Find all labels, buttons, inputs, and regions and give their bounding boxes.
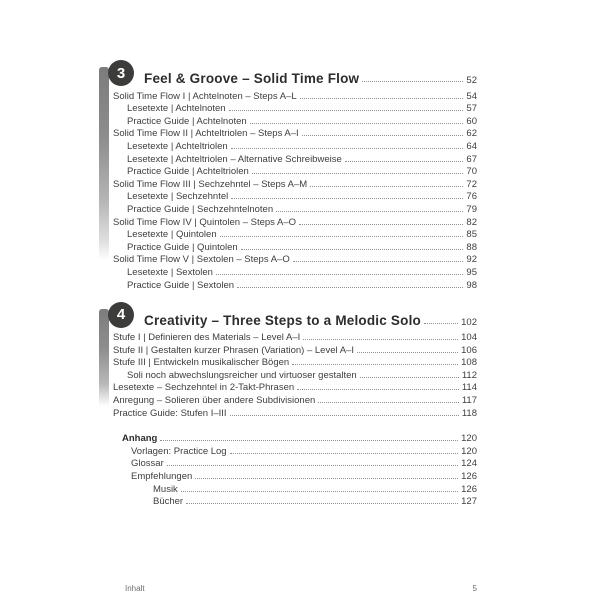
- toc-entry-label: Stufe I | Definieren des Materials – Level A–I: [113, 332, 301, 344]
- toc-entry: [113, 139, 477, 152]
- toc-entry-page-number: 76: [466, 191, 477, 203]
- dotted-leader: [345, 161, 464, 162]
- dotted-leader: [362, 81, 463, 82]
- toc-entry-label: Stufe III | Entwickeln musikalischer Bögen: [113, 357, 290, 369]
- toc-entry-page-number: 118: [461, 407, 477, 419]
- toc-entry-page-number: 85: [466, 229, 477, 241]
- dotted-leader: [220, 236, 464, 237]
- toc-entry-label: Practice Guide | Achteltriolen: [127, 166, 249, 178]
- toc-entry-label: Lesetexte | Quintolen: [127, 229, 217, 241]
- dotted-leader: [237, 287, 463, 288]
- toc-entry: [113, 152, 477, 165]
- toc-entry-label: Practice Guide: Stufen I–III: [113, 407, 227, 419]
- footer-section-label: Inhalt: [125, 584, 145, 593]
- toc-entry-page-number: 114: [461, 382, 477, 394]
- page-footer: [125, 584, 477, 593]
- dotted-leader: [230, 453, 459, 454]
- toc-entry: [113, 202, 477, 215]
- toc-entry-page-number: 95: [466, 266, 477, 278]
- dotted-leader: [252, 173, 464, 174]
- section-entries: [113, 331, 477, 419]
- section-feel-and-groove: [113, 62, 477, 291]
- dotted-leader: [216, 274, 464, 275]
- dotted-leader: [241, 249, 464, 250]
- table-of-contents: [113, 62, 477, 507]
- appendix-entries: [113, 444, 477, 507]
- toc-entry-label: Vorlagen: Practice Log: [131, 445, 227, 457]
- dotted-leader: [297, 389, 459, 390]
- dotted-leader: [303, 339, 458, 340]
- dotted-leader: [230, 415, 459, 416]
- toc-entry-page-number: 104: [461, 332, 477, 344]
- toc-entry-page-number: 82: [466, 216, 477, 228]
- toc-entry-page-number: 70: [466, 166, 477, 178]
- toc-entry: [113, 190, 477, 203]
- toc-entry-label: Glossar: [131, 458, 164, 470]
- toc-entry-label: Practice Guide | Sechzehntelnoten: [127, 203, 274, 215]
- toc-entry-label: Solid Time Flow V | Sextolen – Steps A–O: [113, 254, 290, 266]
- section-title: Creativity – Three Steps to a Melodic Solo: [144, 312, 421, 328]
- dotted-leader: [231, 198, 463, 199]
- toc-entry: [113, 228, 477, 241]
- toc-entry-page-number: 112: [461, 369, 477, 381]
- toc-entry-label: Bücher: [153, 496, 184, 508]
- toc-entry-page-number: 106: [461, 344, 477, 356]
- toc-entry: [113, 102, 477, 115]
- toc-entry-page-number: 108: [461, 357, 477, 369]
- toc-entry-page-number: 117: [461, 395, 477, 407]
- toc-entry: [113, 215, 477, 228]
- toc-entry: [113, 356, 477, 369]
- dotted-leader: [229, 110, 464, 111]
- toc-entry: [113, 406, 477, 419]
- toc-entry-label: Solid Time Flow III | Sechzehntel – Steps A–M: [113, 178, 308, 190]
- dotted-leader: [250, 123, 464, 124]
- toc-entry-label: Practice Guide | Sextolen: [127, 279, 235, 291]
- toc-entry-label: Soli noch abwechslungsreicher und virtuoser gestalten: [127, 369, 357, 381]
- section-page-number: 52: [466, 75, 477, 86]
- dotted-leader: [310, 186, 463, 187]
- toc-entry-label: Musik: [153, 483, 178, 495]
- toc-entry-page-number: 126: [461, 483, 477, 495]
- toc-entry-label: Lesetexte | Achteltriolen – Alternative Schreibweise: [127, 153, 342, 165]
- toc-entry-page-number: 72: [466, 178, 477, 190]
- dotted-leader: [231, 148, 464, 149]
- dotted-leader: [167, 465, 458, 466]
- toc-entry: [113, 278, 477, 291]
- section-header: [113, 62, 477, 86]
- dotted-leader: [195, 478, 458, 479]
- toc-entry-page-number: 67: [466, 153, 477, 165]
- section-number-badge: 3: [108, 60, 134, 86]
- toc-entry-page-number: 92: [466, 254, 477, 266]
- toc-entry-label: Practice Guide | Achtelnoten: [127, 115, 247, 127]
- toc-entry-page-number: 79: [466, 203, 477, 215]
- dotted-leader: [299, 224, 463, 225]
- section-page-number: 102: [461, 316, 477, 328]
- section-appendix: [113, 432, 477, 508]
- toc-entry-page-number: 57: [466, 103, 477, 115]
- toc-entry-label: Lesetexte – Sechzehntel in 2-Takt-Phrasen: [113, 382, 295, 394]
- dotted-leader: [360, 377, 459, 378]
- dotted-leader: [318, 402, 459, 403]
- toc-entry: [113, 253, 477, 266]
- toc-entry-page-number: 54: [466, 90, 477, 102]
- section-accent-bar: [99, 309, 109, 406]
- toc-entry-label: Lesetexte | Sextolen: [127, 266, 213, 278]
- toc-entry: [113, 457, 477, 470]
- toc-entry: [113, 331, 477, 344]
- dotted-leader: [302, 135, 464, 136]
- toc-entry-page-number: 120: [461, 445, 477, 457]
- appendix-title-row: [113, 432, 477, 445]
- toc-entry: [113, 482, 477, 495]
- toc-entry-page-number: 127: [461, 496, 477, 508]
- toc-entry-page-number: 60: [466, 115, 477, 127]
- dotted-leader: [181, 491, 458, 492]
- section-number-badge: 4: [108, 302, 134, 328]
- dotted-leader: [300, 98, 464, 99]
- section-header: [113, 304, 477, 328]
- toc-entry: [113, 165, 477, 178]
- toc-entry: [113, 265, 477, 278]
- dotted-leader: [276, 211, 463, 212]
- toc-entry-label: Empfehlungen: [131, 471, 193, 483]
- toc-entry-label: Lesetexte | Achtelnoten: [127, 103, 226, 115]
- section-accent-bar: [99, 67, 109, 260]
- toc-entry: [113, 343, 477, 356]
- toc-entry: [113, 381, 477, 394]
- toc-entry: [113, 444, 477, 457]
- toc-entry: [113, 89, 477, 102]
- footer-page-number: 5: [472, 584, 477, 593]
- toc-entry-label: Practice Guide | Quintolen: [127, 241, 238, 253]
- toc-entry-page-number: 98: [466, 279, 477, 291]
- dotted-leader: [293, 261, 464, 262]
- appendix-title: Anhang: [122, 433, 158, 445]
- toc-entry-label: Lesetexte | Achteltriolen: [127, 140, 228, 152]
- section-title: Feel & Groove – Solid Time Flow: [144, 71, 360, 86]
- dotted-leader: [424, 323, 458, 324]
- toc-entry: [113, 469, 477, 482]
- dotted-leader: [160, 440, 458, 441]
- toc-entry-page-number: 64: [466, 140, 477, 152]
- section-creativity: [113, 304, 477, 419]
- toc-entry: [113, 177, 477, 190]
- toc-entry-label: Solid Time Flow II | Achteltriolen – Steps A–I: [113, 128, 299, 140]
- toc-entry-page-number: 62: [466, 128, 477, 140]
- toc-entry: [113, 240, 477, 253]
- toc-entry-label: Anregung – Solieren über andere Subdivisionen: [113, 395, 316, 407]
- dotted-leader: [186, 503, 458, 504]
- toc-entry-label: Lesetexte | Sechzehntel: [127, 191, 229, 203]
- toc-entry-label: Solid Time Flow IV | Quintolen – Steps A–O: [113, 216, 297, 228]
- toc-entry: [113, 393, 477, 406]
- dotted-leader: [357, 352, 458, 353]
- toc-entry: [113, 368, 477, 381]
- toc-entry-page-number: 126: [461, 471, 477, 483]
- appendix-page-number: 120: [461, 433, 477, 445]
- toc-entry: [113, 127, 477, 140]
- dotted-leader: [292, 364, 458, 365]
- toc-entry: [113, 495, 477, 508]
- toc-entry-page-number: 124: [461, 458, 477, 470]
- toc-entry-label: Stufe II | Gestalten kurzer Phrasen (Variation) – Level A–I: [113, 344, 354, 356]
- toc-entry: [113, 114, 477, 127]
- toc-entry-label: Solid Time Flow I | Achtelnoten – Steps A–L: [113, 90, 297, 102]
- section-entries: [113, 89, 477, 291]
- toc-entry-page-number: 88: [466, 241, 477, 253]
